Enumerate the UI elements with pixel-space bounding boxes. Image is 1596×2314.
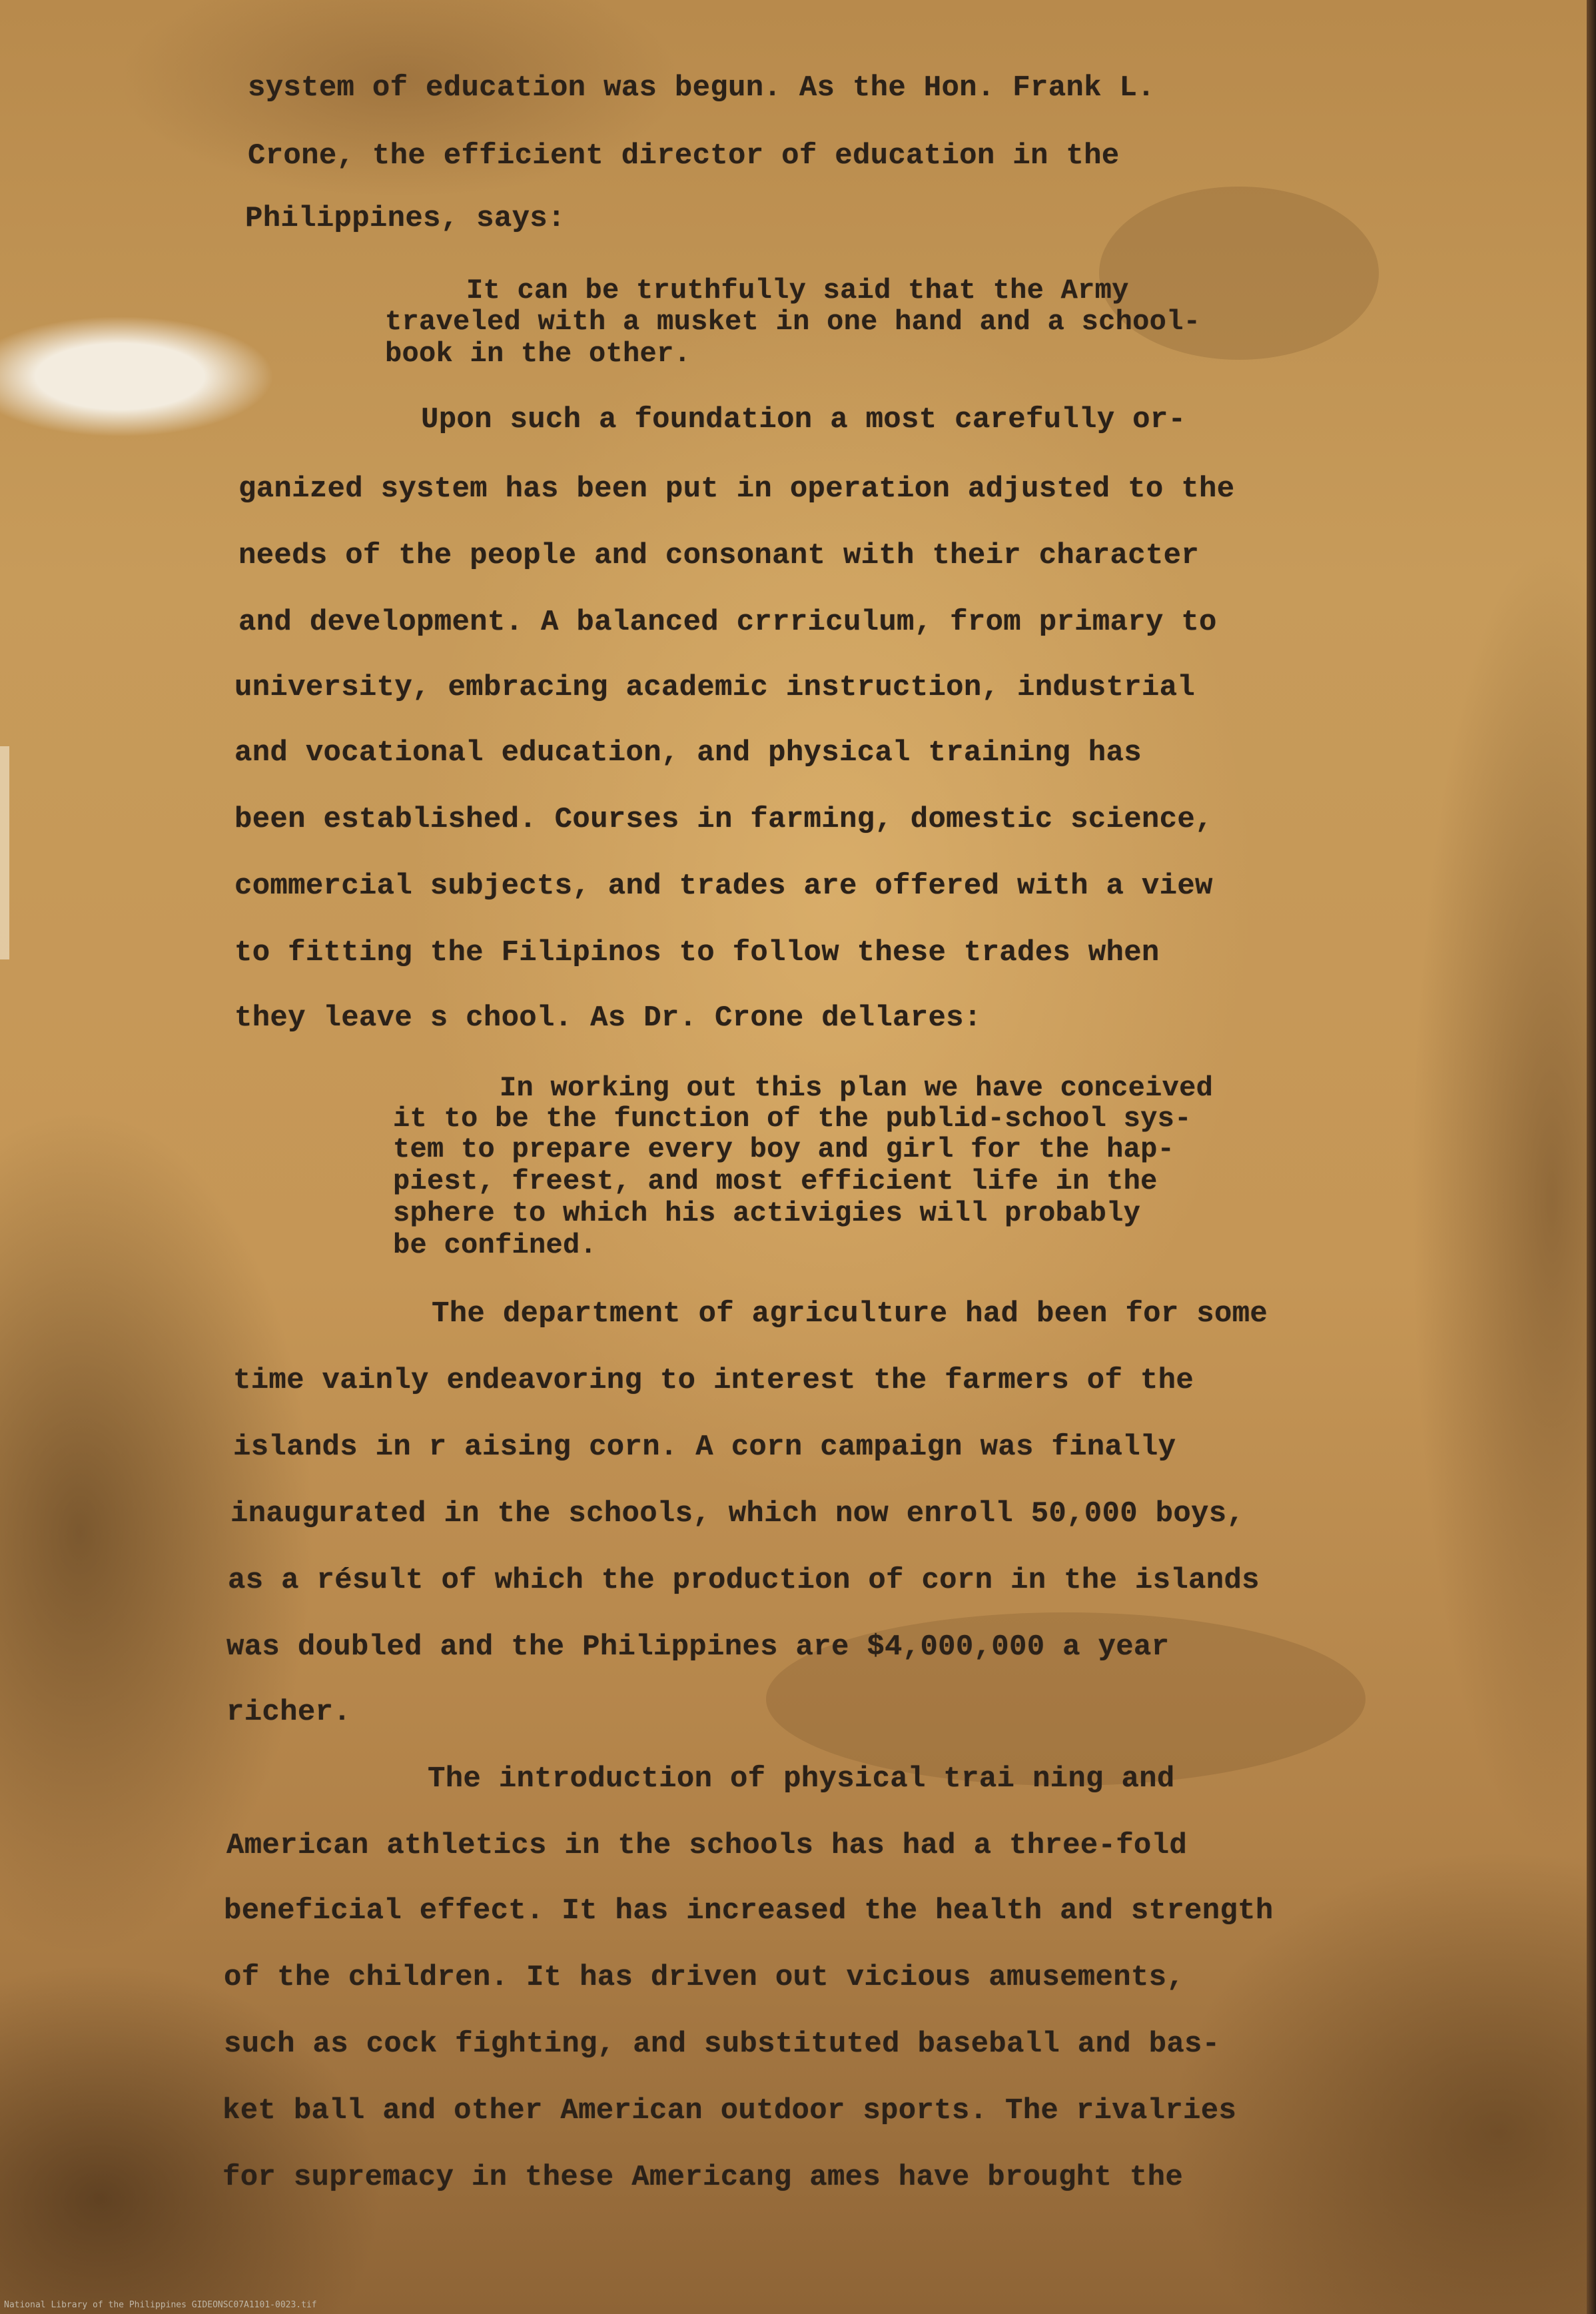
block-quote-line: piest, freest, and most efficient life in the <box>393 1165 1158 1197</box>
text-line: been established. Courses in farming, domestic science, <box>234 803 1213 836</box>
text-line: The introduction of physical trai ning and <box>428 1762 1175 1796</box>
block-quote-line: It can be truthfully said that the Army <box>466 275 1129 306</box>
text-line: they leave s chool. As Dr. Crone dellares: <box>234 1001 982 1035</box>
text-line: was doubled and the Philippines are $4,000,000 a year <box>226 1630 1170 1664</box>
block-quote-line: traveled with a musket in one hand and a school- <box>385 306 1201 338</box>
text-line: Philippines, says: <box>245 202 566 235</box>
text-line: of the children. It has driven out vicious amusements, <box>224 1961 1185 1994</box>
text-line: and development. A balanced crrriculum, from primary to <box>238 606 1217 639</box>
block-quote-line: In working out this plan we have conceived <box>500 1072 1214 1104</box>
text-line: ket ball and other American outdoor sports. The rivalries <box>222 2094 1237 2127</box>
text-line: for supremacy in these Americang ames have brought the <box>222 2161 1184 2194</box>
text-line: university, embracing academic instruction, industrial <box>234 671 1196 704</box>
text-line: American athletics in the schools has had a three-fold <box>226 1829 1188 1862</box>
text-line: as a résult of which the production of corn in the islands <box>228 1564 1260 1597</box>
text-line: time vainly endeavoring to interest the farmers of the <box>233 1364 1194 1397</box>
block-quote-line: be confined. <box>393 1229 598 1261</box>
text-line: richer. <box>226 1696 351 1729</box>
text-line: system of education was begun. As the Hon. Frank L. <box>248 71 1155 105</box>
block-quote-line: tem to prepare every boy and girl for the hap- <box>393 1133 1175 1165</box>
archive-footer-caption: National Library of the Philippines GIDEONSC07A1101-0023.tif <box>4 2300 317 2310</box>
text-line: commercial subjects, and trades are offered with a view <box>234 869 1213 903</box>
text-line: ganized system has been put in operation adjusted to the <box>238 472 1235 506</box>
block-quote-line: book in the other. <box>385 338 691 370</box>
block-quote-line: sphere to which his activigies will probably <box>393 1197 1141 1229</box>
text-line: and vocational education, and physical training has <box>234 736 1142 770</box>
text-line: needs of the people and consonant with their character <box>238 539 1200 572</box>
text-line: Crone, the efficient director of education in the <box>248 139 1120 173</box>
text-line: Upon such a foundation a most carefully or- <box>421 403 1186 436</box>
text-line: The department of agriculture had been for some <box>432 1297 1268 1331</box>
text-line: to fitting the Filipinos to follow these trades when <box>234 936 1160 969</box>
block-quote-line: it to be the function of the publid-school sys- <box>393 1103 1192 1135</box>
text-line: such as cock fighting, and substituted baseball and bas- <box>224 2027 1220 2061</box>
text-line: beneficial effect. It has increased the health and strength <box>224 1894 1274 1928</box>
text-line: islands in r aising corn. A corn campaign was finally <box>233 1431 1176 1464</box>
text-line: inaugurated in the schools, which now enroll 50,000 boys, <box>230 1497 1245 1530</box>
